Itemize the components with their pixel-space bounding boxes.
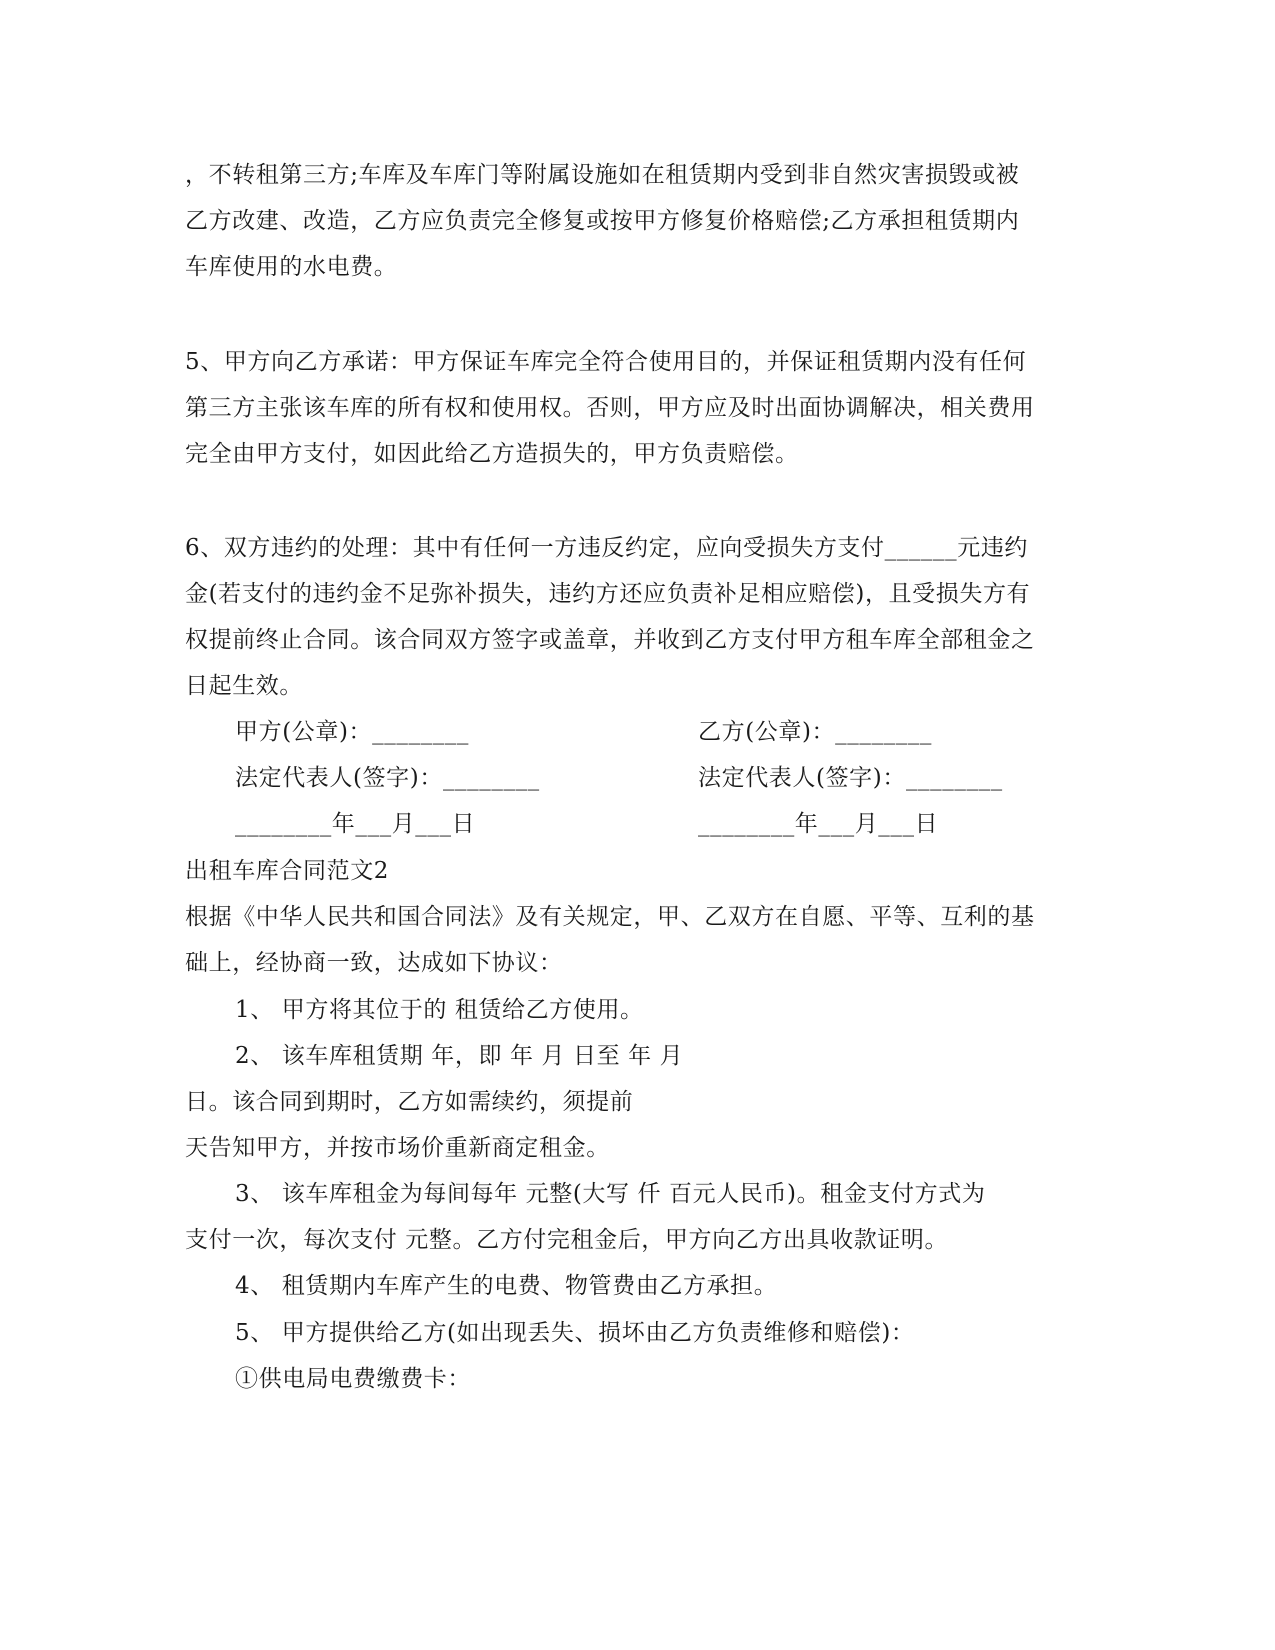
party-a-seal: 甲方(公章)：________ — [235, 719, 469, 745]
clause4-line-2: 乙方改建、改造，乙方应负责完全修复或按甲方修复价格赔偿;乙方承担租赁期内 — [185, 208, 1020, 234]
section2-item-2-line-2: 日。该合同到期时，乙方如需续约，须提前 — [185, 1089, 634, 1115]
clause5-line-2: 第三方主张该车库的所有权和使用权。否则，甲方应及时出面协调解决，相关费用 — [185, 395, 1035, 421]
section2-item-1: 1、 甲方将其位于的 租赁给乙方使用。 — [235, 997, 644, 1023]
party-b-date: ________年___月___日 — [698, 811, 939, 837]
section2-title: 出租车库合同范文2 — [185, 858, 390, 884]
section2-item-3-line-2: 支付一次，每次支付 元整。乙方付完租金后，甲方向乙方出具收款证明。 — [185, 1227, 949, 1253]
clause6-line-3: 权提前终止合同。该合同双方签字或盖章，并收到乙方支付甲方租车库全部租金之 — [185, 627, 1035, 653]
section2-item-3-line-1: 3、 该车库租金为每间每年 元整(大写 仟 百元人民币)。租金支付方式为 — [235, 1181, 986, 1207]
clause6-line-4: 日起生效。 — [185, 673, 303, 699]
clause6-line-2: 金(若支付的违约金不足弥补损失，违约方还应负责补足相应赔偿)，且受损失方有 — [185, 581, 1031, 607]
section2-item-2-line-3: 天告知甲方，并按市场价重新商定租金。 — [185, 1135, 610, 1161]
section2-intro-line-1: 根据《中华人民共和国合同法》及有关规定，甲、乙双方在自愿、平等、互利的基 — [185, 904, 1035, 930]
party-b-seal: 乙方(公章)：________ — [698, 719, 932, 745]
section2-item-2-line-1: 2、 该车库租赁期 年，即 年 月 日至 年 月 — [235, 1043, 684, 1069]
party-b-representative: 法定代表人(签字)：________ — [698, 765, 1003, 791]
clause5-line-1: 5、甲方向乙方承诺：甲方保证车库完全符合使用目的，并保证租赁期内没有任何 — [185, 349, 1027, 375]
clause5-line-3: 完全由甲方支付，如因此给乙方造损失的，甲方负责赔偿。 — [185, 441, 799, 467]
party-a-date: ________年___月___日 — [235, 811, 476, 837]
section2-item-4: 4、 租赁期内车库产生的电费、物管费由乙方承担。 — [235, 1273, 778, 1299]
section2-intro-line-2: 础上，经协商一致，达成如下协议： — [185, 950, 563, 976]
clause6-line-1: 6、双方违约的处理：其中有任何一方违反约定，应向受损失方支付______元违约 — [185, 535, 1029, 561]
section2-item-5-sub-1: ①供电局电费缴费卡： — [235, 1366, 471, 1392]
party-a-representative: 法定代表人(签字)：________ — [235, 765, 540, 791]
section2-item-5: 5、 甲方提供给乙方(如出现丢失、损坏由乙方负责维修和赔偿)： — [235, 1320, 915, 1346]
clause4-line-3: 车库使用的水电费。 — [185, 254, 398, 280]
clause4-line-1: ，不转租第三方;车库及车库门等附属设施如在租赁期内受到非自然灾害损毁或被 — [185, 162, 1020, 188]
